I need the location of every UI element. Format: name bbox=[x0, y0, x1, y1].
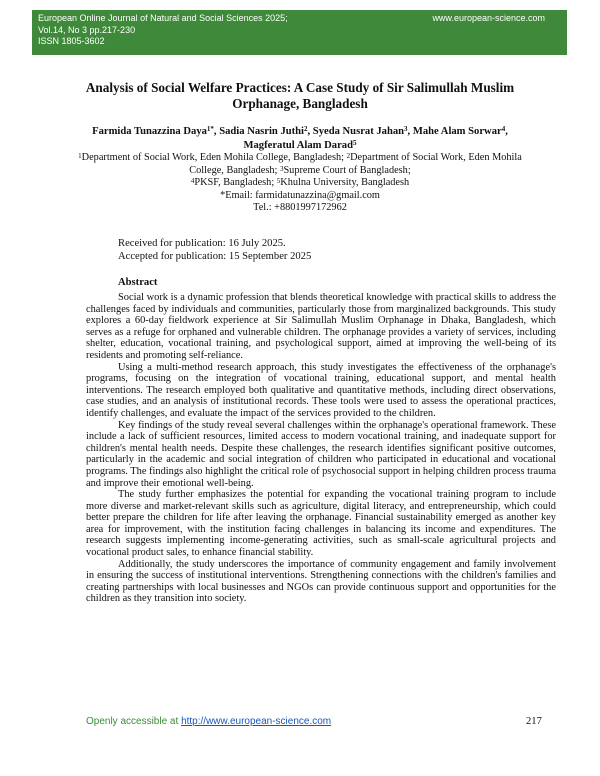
affiliation: Supreme Court of Bangladesh; bbox=[283, 164, 411, 176]
abstract-section bbox=[86, 277, 556, 605]
affil-sup: 1 bbox=[78, 152, 82, 160]
affiliation: PKSF, Bangladesh; bbox=[194, 177, 277, 189]
affil-sup: 4 bbox=[190, 177, 195, 186]
contact-phone: Tel.: +8801997172962 bbox=[253, 202, 347, 214]
paper-title bbox=[60, 80, 540, 112]
journal-name: European Online Journal of Natural and Social Sciences 2025; bbox=[38, 13, 288, 23]
author-sep: , bbox=[307, 126, 313, 137]
author-sup: 4 bbox=[501, 125, 506, 133]
author-sep: , bbox=[407, 126, 413, 137]
author-sup: 2 bbox=[304, 125, 308, 133]
affil-sup: 5 bbox=[276, 177, 281, 186]
journal-url-link[interactable]: http://www.european-science.com bbox=[181, 716, 332, 727]
affiliation: Department of Social Work, Eden Mohila College, Bangladesh; bbox=[189, 152, 522, 176]
author-name: Farmida Tunazzina Daya bbox=[92, 126, 207, 137]
title-line: Orphanage, Bangladesh bbox=[232, 96, 368, 111]
author-sep: , bbox=[213, 126, 220, 137]
abstract-paragraph: Additionally, the study underscores the importance of community engagement and family involvement in ensuring the success of institutional interventions. Strengthening connections with the children's families and creating partnerships with local businesses and NGOs can provide continuous support and opportunities for the children as they transition into society. bbox=[86, 558, 556, 605]
affiliation-lines bbox=[60, 152, 540, 190]
received-date: Received for publication: 16 July 2025. bbox=[118, 238, 286, 249]
author-name: Sadia Nasrin Juthi bbox=[219, 126, 304, 137]
abstract-paragraph: The study further emphasizes the potential for expanding the vocational training program to include more diverse and market-relevant skills such as agriculture, digital literacy, and entrepreneurship, which could better prepare the children for life after leaving the orphanage. Financial sustainability emerged as another key area for improvement, with the institution facing challenges in balancing its income and expenditures. The research suggests implementing income-generating activities, such as small-scale agricultural projects and vocational product sales, to enhance financial stability. bbox=[86, 489, 556, 559]
author-sup: 1* bbox=[206, 125, 214, 133]
abstract-paragraph: Using a multi-method research approach, this study investigates the effectiveness of the orphanage's programs, focusing on the integration of vocational training, educational support, and mental health interventions. The research employed both qualitative and quantitative methods, including direct observations, case studies, and an analysis of institutional records. These tools were used to assess the operational practices, identify challenges, and evaluate the impact of the services provided to the children. bbox=[86, 361, 556, 419]
footer-access bbox=[86, 716, 331, 727]
journal-volume: Vol.14, No 3 pp.217-230 bbox=[38, 24, 136, 35]
abstract-paragraph: Key findings of the study reveal several challenges within the orphanage's operational framework. These include a lack of sufficient resources, limited access to modern vocational training, and inadequate support for children's mental health needs. Despite these challenges, the research identifies significant positive outcomes, particularly in the academic and social integration of children who participated in educational and vocational programs. The findings also highlight the critical role of psychosocial support in helping children process trauma and improve their emotional well-being. bbox=[86, 419, 556, 489]
author-name: Syeda Nusrat Jahan bbox=[312, 126, 405, 137]
author-sep: , bbox=[505, 126, 508, 137]
affil-sup: 3 bbox=[279, 164, 284, 173]
accepted-date: Accepted for publication: 15 September 2025 bbox=[118, 251, 312, 262]
journal-issn: ISSN 1805-3602 bbox=[38, 36, 105, 46]
title-line: Analysis of Social Welfare Practices: A Case Study of Sir Salimullah Muslim bbox=[85, 80, 515, 95]
page-number: 217 bbox=[526, 716, 542, 727]
journal-website: www.european-science.com bbox=[432, 13, 545, 23]
journal-header-bar bbox=[32, 10, 567, 55]
author-sup: 3 bbox=[404, 125, 408, 133]
affiliations bbox=[60, 152, 540, 215]
abstract-heading: Abstract bbox=[118, 277, 158, 288]
author-list bbox=[60, 125, 540, 152]
affiliation: Khulna University, Bangladesh bbox=[280, 177, 410, 189]
affiliation: Department of Social Work, Eden Mohila College, Bangladesh; bbox=[81, 152, 347, 163]
author-name: Magferatul Alam Darad bbox=[243, 139, 353, 151]
journal-info bbox=[38, 13, 288, 48]
publication-dates bbox=[118, 237, 311, 263]
access-text: Openly accessible at bbox=[86, 716, 182, 727]
contact-email: *Email: farmidatunazzina@gmail.com bbox=[220, 189, 380, 201]
author-sup: 5 bbox=[352, 138, 357, 147]
abstract-paragraph: Social work is a dynamic profession that blends theoretical knowledge with practical skills to address the challenges faced by individuals and communities, particularly those from marginalized backgrounds. This study explores a 60-day fieldwork experience at Sir Salimullah Muslim Orphanage in Dhaka, Bangladesh, which serves as a refuge for orphaned and vulnerable children. The orphanage provides a variety of services, including shelter, education, vocational training, and psychological support, aimed at improving the well-being of its residents and promoting self-reliance. bbox=[86, 292, 556, 361]
affil-sup: 2 bbox=[346, 152, 351, 160]
author-name: Mahe Alam Sorwar bbox=[412, 126, 502, 137]
